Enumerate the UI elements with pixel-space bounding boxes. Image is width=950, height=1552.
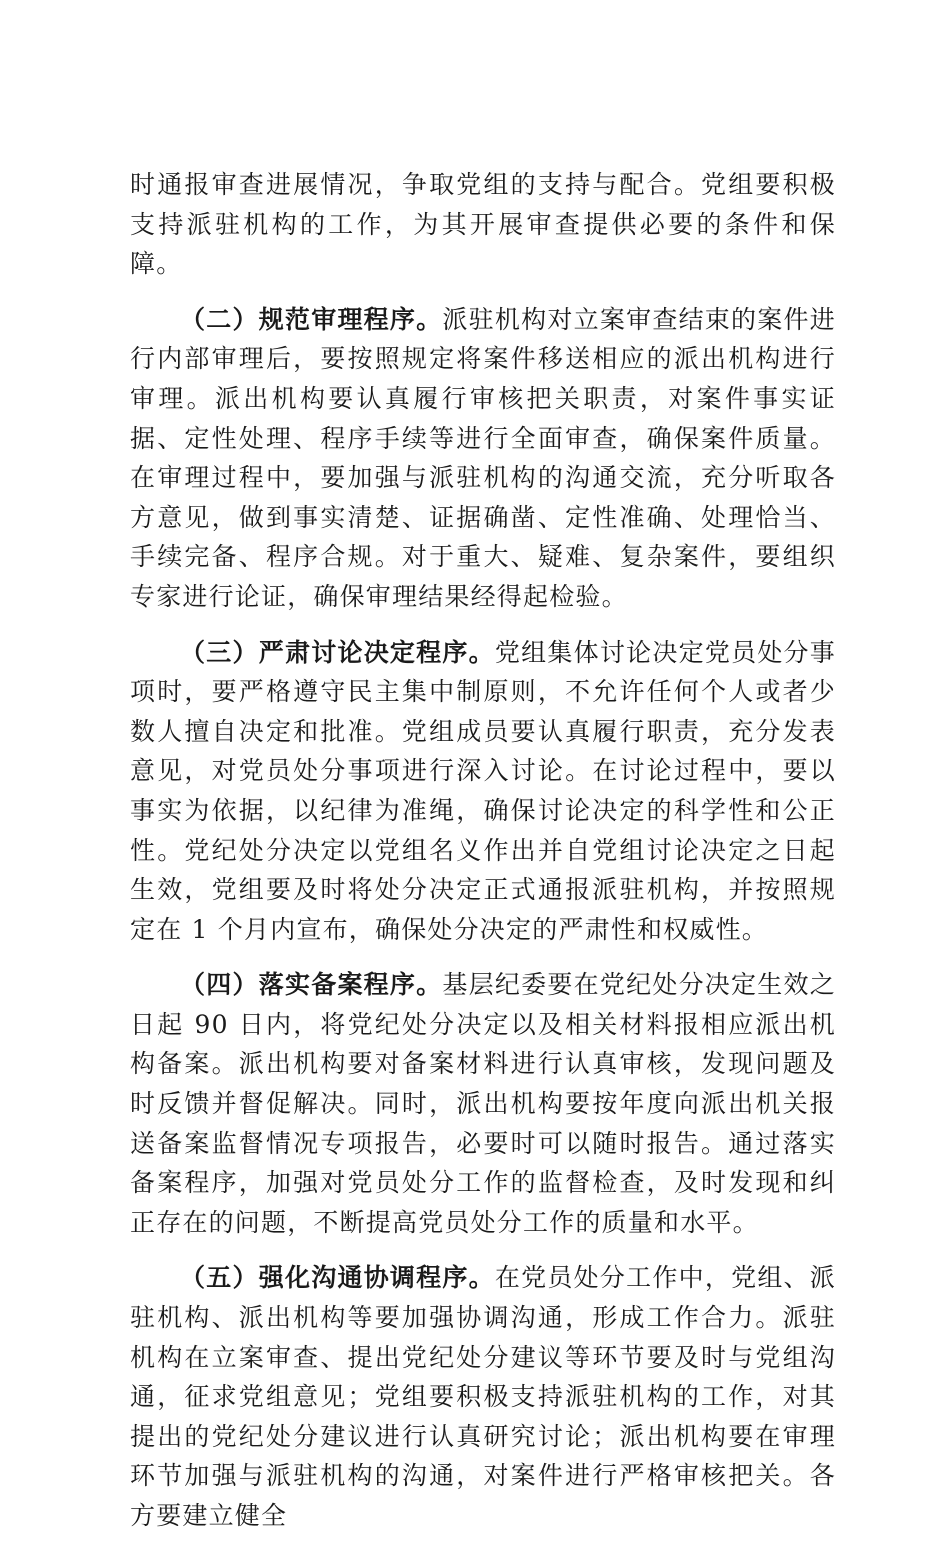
section-heading: （五）强化沟通协调程序。 [180,1263,495,1293]
paragraph-section-4 [130,965,836,1242]
paragraph-body: 时通报审查进展情况，争取党组的支持与配合。党组要积极支持派驻机构的工作，为其开展审查提供必要的条件和保障。 [130,170,836,279]
paragraph-body: 基层纪委要在党纪处分决定生效之日起 90 日内，将党纪处分决定以及相关材料报相应派出机构备案。派出机构要对备案材料进行认真审核，发现问题及时反馈并督促解决。同时，派出机构要按年度向派出机关报送备案监督情况专项报告，必要时可以随时报告。通过落实备案程序，加强对党员处分工作的监督检查，及时发现和纠正存在的问题，不断提高党员处分工作的质量和水平。 [130,970,836,1237]
paragraph-section-2 [130,300,836,617]
paragraph-body: 在党员处分工作中，党组、派驻机构、派出机构等要加强协调沟通，形成工作合力。派驻机构在立案审查、提出党纪处分建议等环节要及时与党组沟通，征求党组意见；党组要积极支持派驻机构的工作，对其提出的党纪处分建议进行认真研究讨论；派出机构要在审理环节加强与派驻机构的沟通，对案件进行严格审核把关。各方要建立健全 [130,1263,836,1530]
paragraph-section-3 [130,633,836,950]
paragraph-continuation [130,165,836,284]
section-heading: （四）落实备案程序。 [180,970,443,1000]
paragraph-body: 派驻机构对立案审查结束的案件进行内部审理后，要按照规定将案件移送相应的派出机构进行审理。派出机构要认真履行审核把关职责，对案件事实证据、定性处理、程序手续等进行全面审查，确保案件质量。在审理过程中，要加强与派驻机构的沟通交流，充分听取各方意见，做到事实清楚、证据确凿、定性准确、处理恰当、手续完备、程序合规。对于重大、疑难、复杂案件，要组织专家进行论证，确保审理结果经得起检验。 [130,304,836,611]
section-heading: （二）规范审理程序。 [180,304,443,334]
paragraph-body: 党组集体讨论决定党员处分事项时，要严格遵守民主集中制原则，不允许任何个人或者少数人擅自决定和批准。党组成员要认真履行职责，充分发表意见，对党员处分事项进行深入讨论。在讨论过程中，要以事实为依据，以纪律为准绳，确保讨论决定的科学性和公正性。党纪处分决定以党组名义作出并自党组讨论决定之日起生效，党组要及时将处分决定正式通报派驻机构，并按照规定在 1 个月内宣布，确保处分决定的严肃性和权威性。 [130,637,836,944]
paragraph-section-5 [130,1258,836,1535]
section-heading: （三）严肃讨论决定程序。 [180,637,495,667]
